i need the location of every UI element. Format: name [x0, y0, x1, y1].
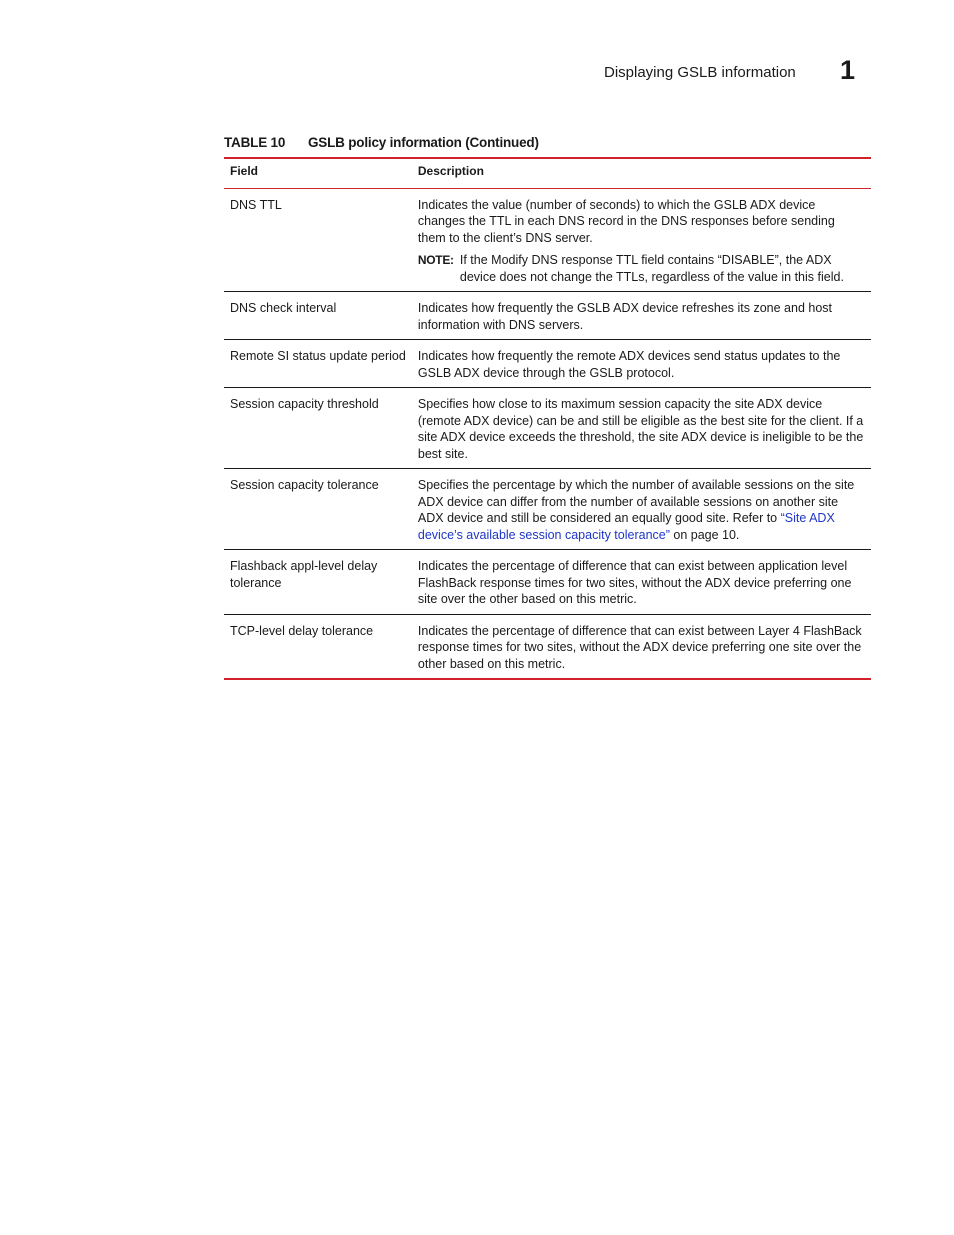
table-row: [224, 469, 871, 550]
description-text: Indicates the value (number of seconds) to which the GSLB ADX device changes the TTL in each DNS record in the DNS responses before sending them to the client’s DNS server.: [417, 197, 835, 245]
description-text: Specifies the percentage by which the number of available sessions on the site ADX device can differ from the number of available sessions on another site ADX device and still be considered an equally good site. Refer to: [417, 478, 855, 525]
field-cell: DNS check interval: [224, 292, 412, 340]
description-cell: Indicates how frequently the remote ADX devices send status updates to the GSLB ADX device through the GSLB protocol.: [412, 340, 871, 388]
field-cell: Flashback appl-level delay tolerance: [224, 550, 412, 615]
table-caption: [224, 135, 539, 150]
gslb-policy-table: [224, 157, 871, 680]
description-cell: [412, 188, 871, 292]
table-row: [224, 188, 871, 292]
table-row: [224, 340, 871, 388]
description-cell: Specifies how close to its maximum session capacity the site ADX device (remote ADX device) can be and still be eligible as the best site for the client. If a site ADX device exceeds the threshold, the site ADX device is ineligible to be the best site.: [412, 388, 871, 469]
table-row: [224, 388, 871, 469]
description-cell: [412, 469, 871, 550]
field-cell: Session capacity threshold: [224, 388, 412, 469]
field-cell: Session capacity tolerance: [224, 469, 412, 550]
note-text: If the Modify DNS response TTL field contains “DISABLE”, the ADX device does not change the TTLs, regardless of the value in this field.: [459, 253, 844, 284]
description-cell: Indicates how frequently the GSLB ADX device refreshes its zone and host information with DNS servers.: [412, 292, 871, 340]
description-cell: Indicates the percentage of difference that can exist between application level FlashBack response times for two sites, without the ADX device preferring one site over the other based on this metric.: [412, 550, 871, 615]
table-header-row: [224, 158, 871, 188]
note-block: [418, 252, 865, 285]
chapter-number: 1: [840, 55, 856, 85]
field-cell: TCP-level delay tolerance: [224, 614, 412, 679]
table-row: [224, 292, 871, 340]
field-cell: DNS TTL: [224, 188, 412, 292]
cross-reference-link[interactable]: “Site ADX device’s available session capacity tolerance”: [417, 511, 835, 542]
description-cell: Indicates the percentage of difference that can exist between Layer 4 FlashBack response times for two sites, without the ADX device preferring one site over the other based on this metric.: [412, 614, 871, 679]
column-header-description: Description: [412, 158, 871, 188]
column-header-field: Field: [224, 158, 412, 188]
table-number: TABLE 10: [224, 135, 286, 150]
table-row: [224, 550, 871, 615]
table-title: GSLB policy information (Continued): [308, 135, 539, 150]
note-label: NOTE:: [417, 253, 454, 267]
field-cell: Remote SI status update period: [224, 340, 412, 388]
description-text-page-ref: on page 10.: [669, 527, 740, 542]
running-header: Displaying GSLB information: [604, 64, 796, 81]
table-row: [224, 614, 871, 679]
